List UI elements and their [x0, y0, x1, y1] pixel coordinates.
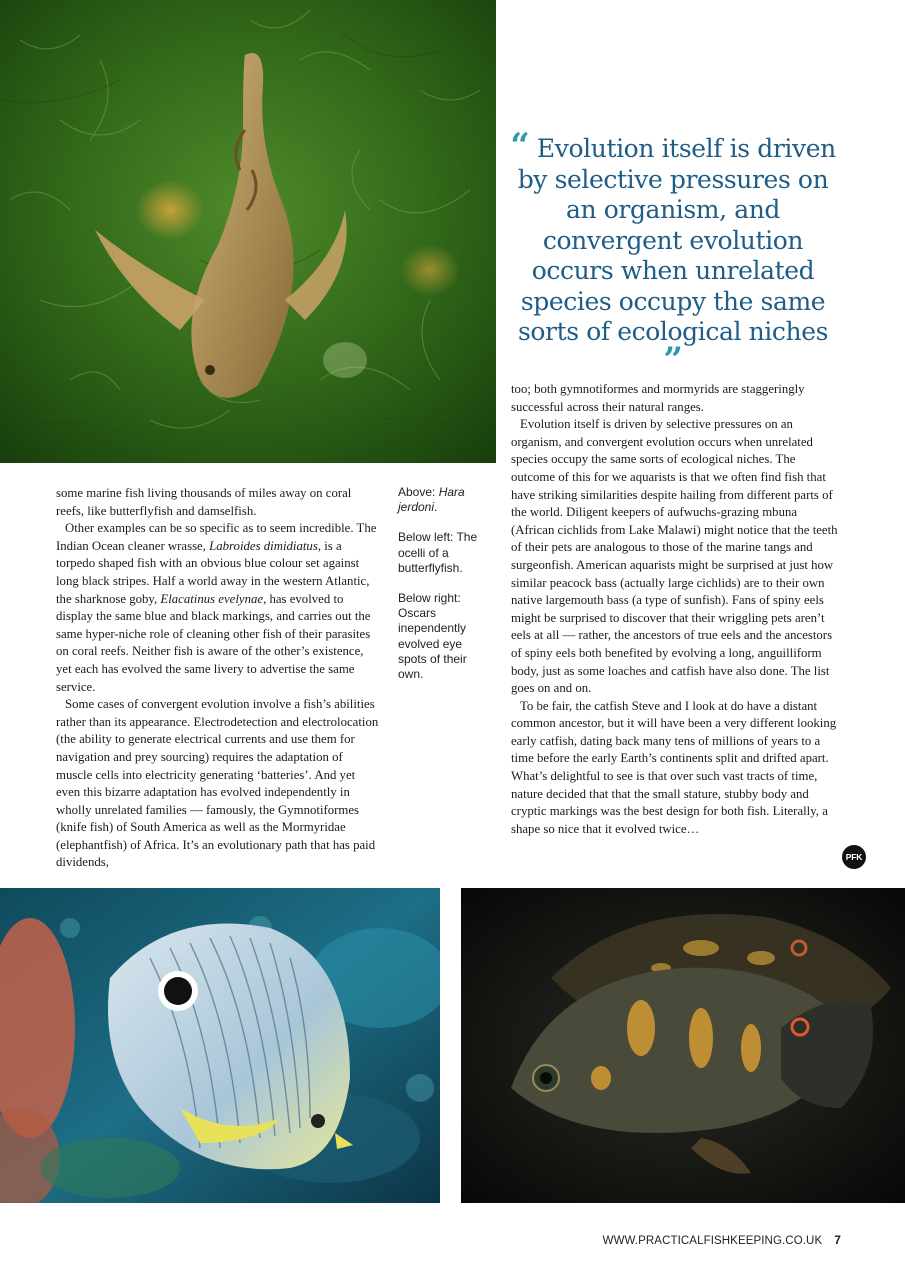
photo-captions	[398, 485, 484, 697]
caption-above-label: Above:	[398, 485, 439, 499]
body-column-right	[511, 381, 841, 838]
left-p2-text-a: Other examples can be so specific as to seem incredible. The Indian Ocean cleaner wrasse,	[56, 521, 377, 553]
pull-quote	[508, 126, 838, 380]
left-paragraph-2	[56, 520, 382, 696]
caption-above	[398, 485, 484, 515]
caption-above-end: .	[434, 500, 438, 515]
caption-below-left: Below left: The ocelli of a butterflyfish.	[398, 530, 478, 575]
species-elacatinus: Elacatinus evelynae	[160, 591, 264, 606]
page-footer	[603, 1233, 841, 1247]
right-paragraph-2: Evolution itself is driven by selective pressures on an organism, and convergent evolution occurs when unrelated species occupy the same sorts of ecological niches. The outcome of this for we aquarists is that we often find fish that have striking similarities despite hailing from different parts of the world. Diligent keepers of aufwuchs-grazing mbuna (African cichlids from Lake Malawi) might notice that the teeth of their pets are analogous to those of the marine tangs and surgeonfish. American aquarists might be surprised at just how similar peacock bass (actually large cichlids) are to their own native largemouth bass (a type of sunfish). Fans of spiny eels might be surprised to discover that their wriggling pets aren’t eels at all — rather, the ancestors of true eels and the ancestors of spiny eels both benefited by evolving a long, anguilliform body, just as some loaches and catfish have also done. The list goes on and on.	[511, 417, 838, 696]
left-p2-text-c: , has evolved to display the same blue and black markings, and carries out the same hyper-niche role of cleaning other fish of their parasites on coral reefs. Neither fish is aware of the other’s existence, yet each has evolved the same livery to advertise the same service.	[56, 591, 371, 694]
close-quote-mark: ”	[663, 339, 683, 380]
open-quote-mark: “	[510, 126, 530, 166]
species-labroides: Labroides dimidiatus	[209, 538, 318, 553]
page-number: 7	[834, 1233, 841, 1247]
body-column-left	[56, 485, 382, 872]
pull-quote-text: Evolution itself is driven by selective pressures on an organism, and convergent evolution occurs when unrelated species occupy the same sorts of ecological niches	[517, 134, 836, 346]
right-paragraph-3: To be fair, the catfish Steve and I look at do have a distant common ancestor, but it will have been a very different looking early catfish, dating back many tens of millions of years to a time before the early Earth’s continents split and drifted apart. What’s delightful to see is that over such vast tracts of time, nature decided that that the small stature, stubby body and cryptic markings was the best design for both fish. Literally, a shape so nice that it evolved twice…	[511, 698, 837, 836]
photo-hara-jerdoni	[0, 0, 496, 463]
pfk-end-badge: PFK	[842, 845, 866, 869]
right-paragraph-1: too; both gymnotiformes and mormyrids are staggeringly successful across their natural ranges.	[511, 382, 805, 414]
caption-below-right: Below right: Oscars inependently evolved eye spots of their own.	[398, 591, 467, 682]
left-paragraph-3: Some cases of convergent evolution involve a fish’s abilities rather than its appearance. Electrodetection and electrolocation (the ability to generate electrical currents and use them for navigation and prey sourcing) requires the adaptation of muscle cells into electricity generating ‘batteries’. And yet even this bizarre adaptation has evolved independently in wholly unrelated families — famously, the Gymnotiformes (knife fish) of South America as well as the Mormyridae (elephantfish) of Africa. It’s an evolutionary path that has paid dividends,	[56, 697, 379, 870]
caption-above-species: Hara jerdoni	[398, 485, 465, 515]
footer-url: WWW.PRACTICALFISHKEEPING.CO.UK	[602, 1235, 823, 1247]
photo-oscars	[461, 888, 905, 1203]
photo-butterflyfish	[0, 888, 440, 1203]
left-p2-text-b: , is a torpedo shaped fish with an obvious blue colour set against long black stripes. Half a world away in the western Atlantic, the sharknose goby,	[56, 538, 370, 606]
left-paragraph-1: some marine fish living thousands of miles away on coral reefs, like butterflyfish and damselfish.	[56, 486, 352, 518]
